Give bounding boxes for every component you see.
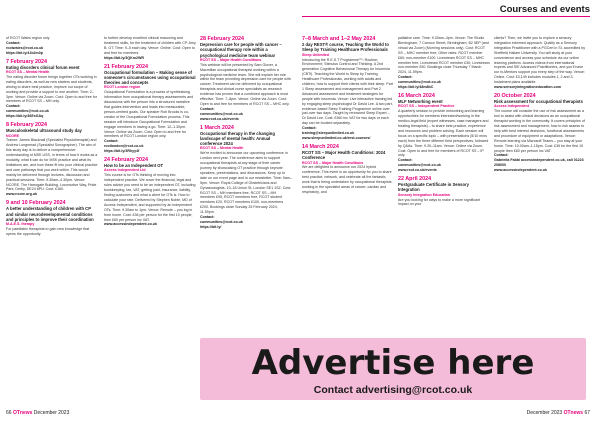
event-link[interactable]: https://bit.ly/48m8bC (398, 85, 434, 90)
event-date: 1 March 2024 (200, 124, 234, 131)
event-entry (6, 36, 98, 56)
event-entry (6, 59, 98, 119)
event-date: 20 October 2024 (494, 92, 536, 99)
event-link[interactable]: www.rcot.co.uk/events (398, 168, 437, 173)
contact-label: Contact: (104, 139, 119, 144)
brand-left: OTnews (12, 410, 33, 416)
event-organiser: M.A.E.S. therapy (6, 222, 35, 227)
event-date: 7–8 March and 1–2 May 2024 (302, 36, 376, 42)
event-title: Depression care for people with cancer – occupational therapy role within a psychological medicine team webinar (200, 42, 282, 58)
event-link[interactable]: www.rcot.co.uk/events (200, 116, 239, 121)
event-entry (6, 122, 98, 197)
event-entry (398, 36, 490, 90)
event-date: 9 and 10 February 2024 (6, 200, 66, 207)
event-contact-email[interactable]: rcotlondon@rcot.co.uk (104, 144, 144, 149)
event-contact-email[interactable]: communities@rcot.co.uk (398, 163, 441, 168)
event-organiser: RCOT SS – Independent Practice (398, 104, 455, 109)
event-body: to further develop excellent clinical reasoning and treatment skills, for the treatment of children with CP. Amy B. OT. Time: 9–5 each day. Venue: Online. Cost: Open to and free for members. (104, 36, 196, 55)
event-body: This course is for OTs thinking of moving into independent practice. We cover the financial, legal and rules advice you need to be an independent OT, including bookkeeping, tax, VAT, getting paid, insurance, liability, finding customers and what a client for OTs is. How to calculate your rate. Delivered by Stephen Noble, MD of Access Independent, and supported by an independent OTs. Time: 9.30am to 1pm. Venue: Remote – you log in from home. Cost: £36 per person for the first 10 people, then £60 per person inc VAT. (104, 173, 196, 222)
event-entry (200, 125, 292, 230)
event-date: 14 March 2024 (302, 143, 339, 150)
contact-label: Contact: (302, 126, 317, 131)
column-5 (398, 36, 490, 210)
event-organiser: RCOT SS – Major Health Conditions (200, 57, 262, 62)
event-link[interactable]: https://bit.ly/41b2m0p (6, 50, 43, 55)
column-1 (6, 36, 98, 240)
event-link[interactable]: www.ncore.org.uk (6, 192, 38, 197)
event-title: Occupational therapy in the changing landscape of mental health: Annual conference 2024 (200, 130, 275, 147)
event-entry (104, 36, 196, 61)
event-body: of RCOT Wales region only (6, 36, 50, 40)
advertise-box[interactable] (200, 338, 586, 400)
event-title: Postgraduate Certificate in Sensory Integration (398, 182, 469, 193)
event-title: 2 day REST® course, Teaching the World to Sleep by Training Healthcare Professionals (302, 42, 389, 53)
event-organiser: Access Independent (494, 104, 529, 109)
event-body: The course will consider the use of risk assessment as a tool to assist with clinical decisions as an occupational therapist working in the community. It covers principles of risk assessment and management, how to risk assess to help with best interest decisions, functional assessments and procedure of equipment or adaptations. Venue: Remote learning via Microsoft Teams – you stay at your home. Time: 10.00am–1.15pm. Cost: £36 for the first 10 people then £60 per person inc VAT. (494, 109, 585, 153)
event-entry (302, 36, 394, 141)
brand-right: OTnews (563, 410, 584, 416)
event-body: We are delighted to announce our 2024 hybrid conference. This event is an opportunity for you to share best practice, network, and celebrate all the fantastic work that is being undertaken by occupational therapists working in the specialist areas of cancer, cardiac and respiratory, and (302, 165, 392, 194)
event-link[interactable]: www.accessindependent.co.uk (104, 222, 157, 227)
advertise-title: Advertise here (251, 343, 535, 383)
advertise-contact[interactable]: Contact advertising@rcot.co.uk (313, 384, 473, 396)
issue-date-left: December 2023 (33, 410, 70, 416)
event-date: 16 March 2024 (398, 92, 435, 99)
column-6 (494, 36, 586, 176)
event-organiser: Access Independent Ltd (104, 168, 146, 173)
event-link[interactable]: https://bit.ly/3Rhyy4f (104, 149, 140, 154)
event-date: 24 February 2024 (104, 157, 149, 164)
column-4 (302, 36, 394, 198)
event-entry (104, 64, 196, 155)
event-body: Occupational Formulation is a process of synthesising information from occupational therapy assessments and discussions with the person into a structured narrative that guides intervention and leads into measurable, person-centred goals. Our speaker Rob Brooks is co-creator of the Occupational Formulation process. This session will introduce Occupational Formulation and engage members in having a go. Time: 12–1.30pm. Venue: Online via Zoom. Cost: Open to and free for members of RCOT London region only. (104, 90, 194, 139)
event-title: Occupational formulation – Making sense of someone's circumstances using occupational theories and concepts (104, 69, 196, 86)
event-title: A better understanding of children with CP and similar neurodevelopmental conditions and principles to improve their coordination (6, 206, 94, 222)
event-link[interactable]: https://bit.ly/46EsGAq (6, 114, 44, 119)
event-body: palliative care. Time: 9.30am–4pm. Venue: The Studio Birmingham, 7 Cannon Street, Birmingham, B2 5EP (and virtual via Zoom) (Morning sessions only). Cost: RCOT SS – MHC member free, Other rates: RCOT member £60; non-member £100. Livestream RCOT SS – MHC member free, Livestream RCOT member £30; Livestream non-member £50. Bookings close Thursday 7 March 2024, 11.59pm. (398, 36, 490, 75)
event-body: Trainer: James Blacknall (Specialist Physiotherapist) and Andrew Longmead (Specialist Sonographer). The aim of this study day is to deliver a comprehensive understanding of MSK USS, in terms of how it works as a modality, what it can do for MSK practice and what its limitations are, and how these fit into your clinical practice and care pathways that you work within. This would mainly be delivered through lectures, discussion and practical sessions. Time: 9.30am–4.30pm. Venue: NCORE, The Harrogate Building, Locomotive Way, Pride Park, Derby, DE24 8PU. Cost: £160. (6, 138, 98, 192)
event-link[interactable]: www.accessindependent.co.uk (494, 168, 547, 173)
event-entry (302, 144, 394, 195)
header-rule (302, 16, 590, 17)
contact-label: Contact: (200, 215, 215, 220)
contact-label: Contact: (6, 104, 21, 109)
event-title: Risk assessment for occupational therapists (494, 99, 583, 105)
event-title: How to be an Independent OT (104, 163, 164, 169)
event-date: 22 April 2024 (398, 176, 432, 183)
event-body: clients? Then, we invite you to explore a sensory integration informed approach. Qualify as a Sensory Integration Practitioner with a PGCert in SI, accredited by Sheffield Hallam University. You will study at your convenience and access your schedule via our online learning platform. Access videos from international experts and SIE Advanced Practitioners, and you'll have our in-Mentors support you every step of the way. Venue: Online. Cost: £3,149 includes modules 1, 2 and 3. Instalment plans available. (494, 36, 586, 85)
event-date: 8 February 2024 (6, 122, 48, 129)
event-date: 7 February 2024 (6, 58, 48, 65)
event-organiser: Sleep Unlimited (302, 52, 329, 57)
event-contact-email[interactable]: communities@rcot.co.uk (398, 80, 441, 85)
event-organiser: RCOT London region (104, 85, 141, 90)
section-header: Courses and events (499, 4, 590, 15)
event-organiser: NCORE (6, 133, 19, 138)
column-2 (104, 36, 196, 230)
event-entry (104, 157, 196, 227)
event-date: 28 February 2024 (200, 36, 245, 42)
event-link[interactable]: https://bit.ly/ (200, 224, 222, 229)
event-contact-email[interactable]: communities@rcot.co.uk (6, 109, 49, 114)
event-title: RCOT SS – Major Health Conditions: 2024 Conference (302, 150, 386, 161)
event-date: 21 February 2024 (104, 63, 149, 70)
event-body: For paediatric therapists to gain new knowledge that opens the opportunity (6, 227, 90, 236)
event-organiser: RCOT SS – Mental Health (6, 70, 50, 75)
event-body: A quarterly session to provide networking and learning opportunities for members interested/working in the medico-legal field (expert witnesses, case managers and treating therapists) – to share best practice, experience and resources and problem solving. Each session will focus on a specific topic – with presentations (5/10 mins each) from the three different field perspectives, followed by Q&As. Time: 9.30–11am. Venue: Online via Zoom. Cost: Open to and free for members of RCOT SS – IP only. (398, 109, 489, 158)
event-entry (494, 36, 586, 90)
event-entry (200, 36, 292, 122)
event-contact-email[interactable]: Gabriella Fabbi accessindependent.co.uk, call 01223 208000 (494, 158, 584, 168)
event-title: MLF Networking event (398, 99, 443, 105)
event-entry (398, 176, 490, 207)
page-number-right: 67 (584, 410, 590, 416)
contact-label: Contact: (6, 40, 21, 45)
column-3 (200, 36, 292, 233)
event-body: Are you looking for ways to make a more significant impact on your (398, 197, 481, 207)
event-body: This webinar will be presented by Sam Glover, a Macmillan occupational therapist working within a psychological medicine team. She will explain her role within the team providing depression care for people with cancer. Treatment can be delivered by occupational therapists and clinical nurse specialists as research evidence has proven that a combined approach is most effective. Time: 7–8pm. Venue: Online via Zoom. Cost: Open to and free for members of RCOT SS – MHC only. (200, 62, 291, 106)
event-contact-email[interactable]: rcotwales@rcot.co.uk (6, 45, 44, 50)
event-body: The eating disorder forum brings together OTs working in eating disorders, as well as new starters and students, aiming to share best practice, improve our scope of working and provide a support to one another. Time: 2–3pm. Venue: Online via Zoom. Cost: Open to and free for members of RCOT SS – MH only. (6, 74, 97, 104)
event-body: Introducing the R.E.S.T Programme™: Routine; Environment; Stimulus Control and Thinking. A 2nd generation Cognitive Behavioural Therapy for Insomnia (CBTi). Teaching the World to Sleep by Training Healthcare Professionals, working with adults and children, how to support their clients with their sleep. Part 1 Sleep assessment and management and Part 2 Advanced assessment and treatment strategies for people with insomnia. Venue: Live interactive training led by engaging sleep psychologist Dr David Lee. A two part, evidence-based Sleep Training Programme online over just over two days. Taught by renowned Sleep Expert – Dr David Lee. Cost: £360 inc VAT for two days or each day can be booked separately. (302, 57, 393, 126)
event-link[interactable]: https://bit.ly/3QKm2WR (104, 55, 144, 60)
event-contact-email[interactable]: communities@rcot.co.uk (200, 111, 243, 116)
event-organiser: Sensory Integration Education (398, 192, 451, 197)
event-contact-email[interactable]: training@sleepunlimited.co.uk (302, 131, 355, 136)
contact-label: Contact: (200, 106, 215, 111)
event-entry (494, 93, 586, 173)
contact-label: Contact: (398, 158, 413, 163)
page-number-left: 66 (6, 410, 12, 416)
event-entry (6, 200, 98, 237)
event-title: Eating disorders clinical forum event (6, 64, 80, 70)
event-link[interactable]: www.sensoryintegrationeducation.com (494, 85, 561, 90)
event-link[interactable]: www.sleepunlimited.co.uk/rest-courses/ (302, 136, 371, 141)
event-body: We're excited to announce our upcoming conference in London next year. The conference aims to support occupational therapists at any stage of their career journey by showcasing OT practice through keynote speakers, presentations, and discussions. Keep up to date on our event page and in our newsletter. Time: 9am–5pm. Venue: Royal College of Obstetricians and Gynaecologists, 10–18 Union St, London SE1 1SZ. Cost: RCOT SS – MH members free, RCOT SS – MH members £95, RCOT members free, RCOT student members £20, RCOT members £100, non-members £200. Bookings close Sunday 25 February 2024, 11.59pm. (200, 151, 292, 215)
footer-left (6, 410, 69, 417)
contact-label: Contact: (398, 75, 413, 80)
event-organiser: RCOT SS – Mental Health (200, 146, 244, 151)
issue-date-right: December 2023 (526, 410, 563, 416)
event-organiser: RCOT SS – Major Health Conditions (302, 160, 364, 165)
event-entry (398, 93, 490, 173)
contact-label: Contact: (494, 153, 509, 158)
footer-right (527, 410, 590, 417)
event-title: Musculoskeletal ultrasound study day (6, 128, 82, 134)
event-contact-email[interactable]: communities@rcot.co.uk (200, 220, 243, 224)
